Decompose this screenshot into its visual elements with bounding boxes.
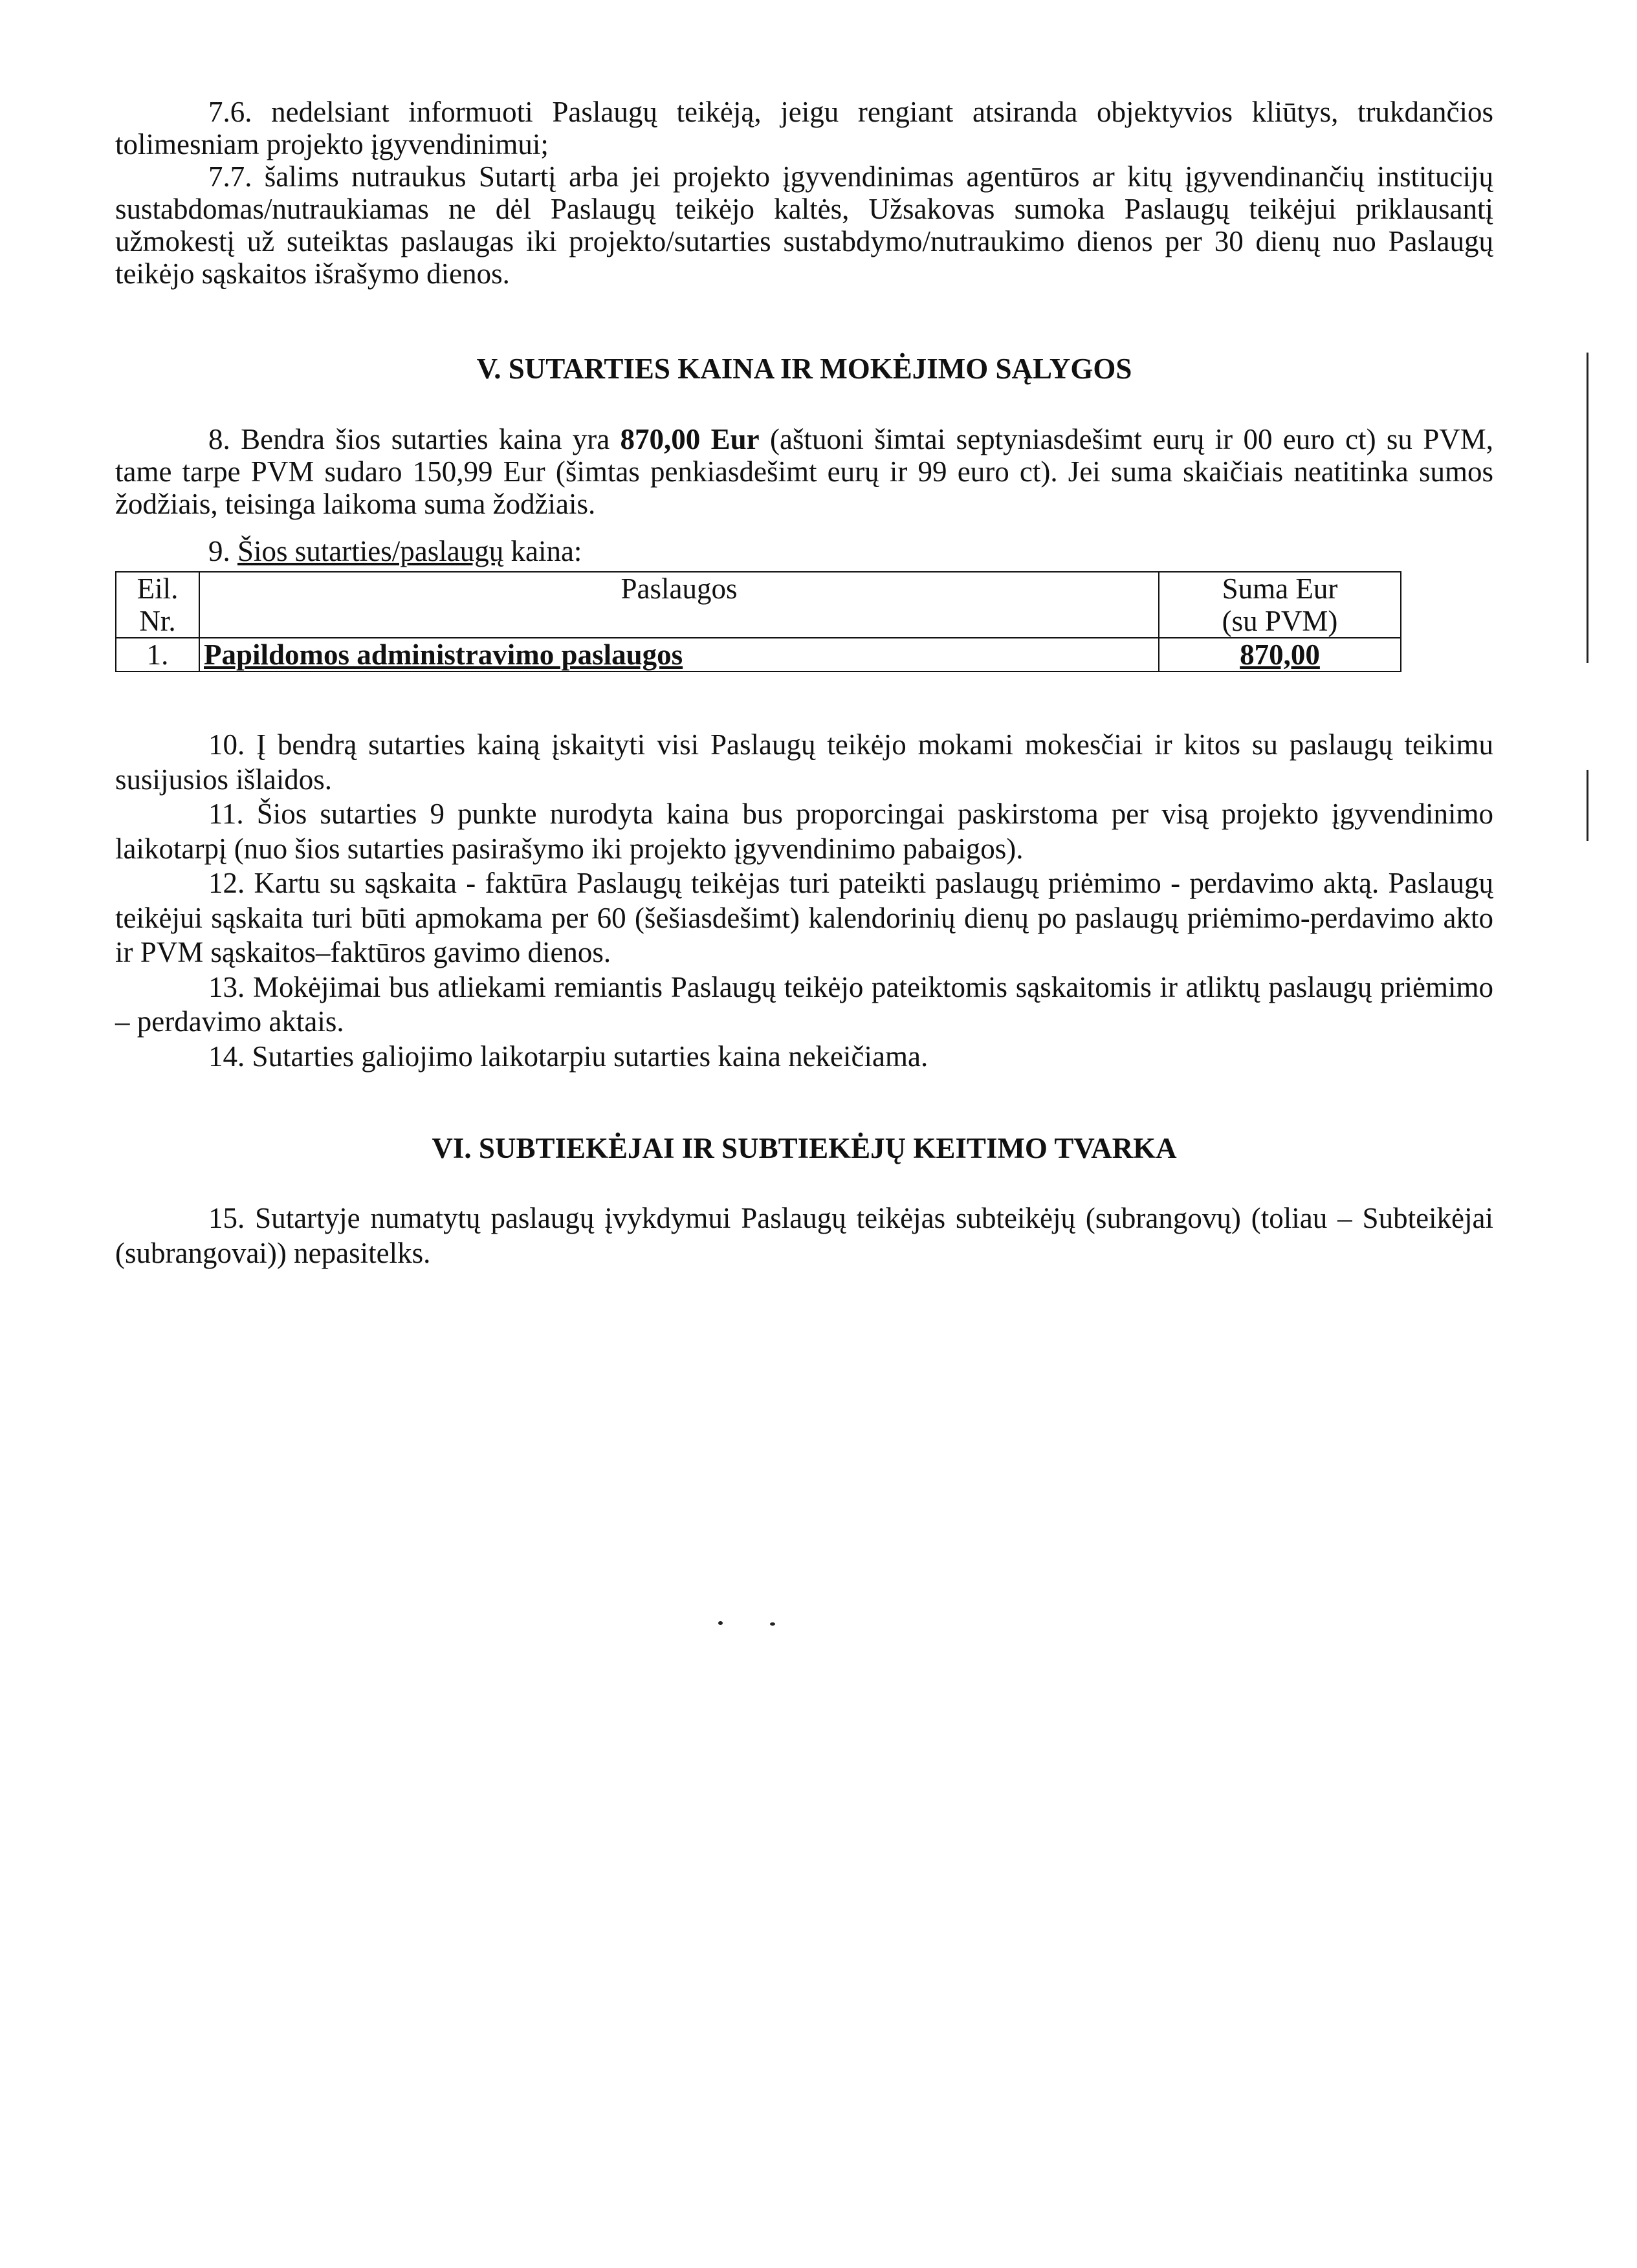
clause-15: 15. Sutartyje numatytų paslaugų įvykdymui Paslaugų teikėjas subteikėjų (subrangovų) (toliau – Subteikėjai (subrangovai)) nepasitelks. [115, 1202, 1493, 1269]
row-sum: 870,00 [1159, 638, 1401, 671]
clause-7-6: 7.6. nedelsiant informuoti Paslaugų teikėją, jeigu rengiant atsiranda objektyvios kliūtys, trukdančios tolimesniam projekto įgyvendinimui; [115, 96, 1493, 160]
section-5-heading: V. SUTARTIES KAINA IR MOKĖJIMO SĄLYGOS [476, 353, 1132, 385]
clause-9-number: 9. [208, 535, 237, 567]
clause-9-rest: kaina: [503, 535, 582, 567]
clause-13: 13. Mokėjimai bus atliekami remiantis Paslaugų teikėjo pateiktomis sąskaitomis ir atliktų paslaugų priėmimo – perdavimo aktais. [115, 970, 1493, 1038]
row-service: Papildomos administravimo paslaugos [199, 638, 1159, 671]
clause-8 [115, 423, 1493, 520]
clause-10: 10. Į bendrą sutarties kainą įskaityti visi Paslaugų teikėjo mokami mokesčiai ir kitos su paslaugų teikimu susijusios išlaidos. [115, 728, 1493, 796]
header-services: Paslaugos [199, 572, 1159, 638]
table-header-row [116, 572, 1401, 638]
scan-speck [718, 1621, 723, 1625]
clause-12: 12. Kartu su sąskaita - faktūra Paslaugų teikėjas turi pateikti paslaugų priėmimo - perdavimo aktą. Paslaugų teikėjui sąskaita turi būti apmokama per 60 (šešiasdešimt) kalendorinių dienų po paslaugų priėmimo-perdavimo akto ir PVM sąskaitos–faktūros gavimo dienos. [115, 867, 1493, 968]
header-no: Eil. Nr. [116, 572, 199, 638]
clause-15-block [115, 1201, 1493, 1270]
clause-11: 11. Šios sutarties 9 punkte nurodyta kaina bus proporcingai paskirstoma per visą projekto įgyvendinimo laikotarpį (nuo šios sutarties pasirašymo iki projekto įgyvendinimo pabaigos). [115, 798, 1493, 865]
clauses-10-14 [115, 728, 1493, 1074]
clause-7-7: 7.7. šalims nutraukus Sutartį arba jei projekto įgyvendinimas agentūros ar kitų įgyvendinančių institucijų sustabdomas/nutraukiamas ne dėl Paslaugų teikėjo kaltės, Užsakovas sumoka Paslaugų teikėjui priklausantį užmokestį už suteiktas paslaugas iki projekto/sutarties sustabdymo/nutraukimo dienos per 30 dienų nuo Paslaugų teikėjo sąskaitos išrašymo dienos. [115, 160, 1493, 290]
clause-9 [115, 535, 1493, 567]
clause-14: 14. Sutarties galiojimo laikotarpiu sutarties kaina nekeičiama. [208, 1040, 928, 1073]
table-row [116, 638, 1401, 671]
section-6-heading: VI. SUBTIEKĖJAI IR SUBTIEKĖJŲ KEITIMO TVARKA [432, 1132, 1177, 1164]
section-7-clauses [115, 96, 1493, 290]
scan-speck [770, 1622, 775, 1626]
scan-edge-line [1587, 353, 1588, 663]
total-price: 870,00 Eur [620, 423, 760, 455]
header-sum: Suma Eur (su PVM) [1159, 572, 1401, 638]
clause-9-underlined: Šios sutarties/paslaugų [237, 535, 504, 567]
clause-8-rest: (aštuoni šimtai septyniasdešimt eurų ir 00 euro ct) su PVM, tame tarpe PVM sudaro 150,99 Eur (šimtas penkiasdešimt eurų ir 99 euro ct). Jei suma skaičiais neatitinka sumos žodžiais, teisinga laikoma suma žodžiais. [115, 423, 1493, 520]
row-no: 1. [116, 638, 199, 671]
clause-8-text: 8. Bendra šios sutarties kaina yra [208, 423, 621, 455]
scan-edge-line [1587, 770, 1588, 841]
price-table [115, 571, 1401, 672]
